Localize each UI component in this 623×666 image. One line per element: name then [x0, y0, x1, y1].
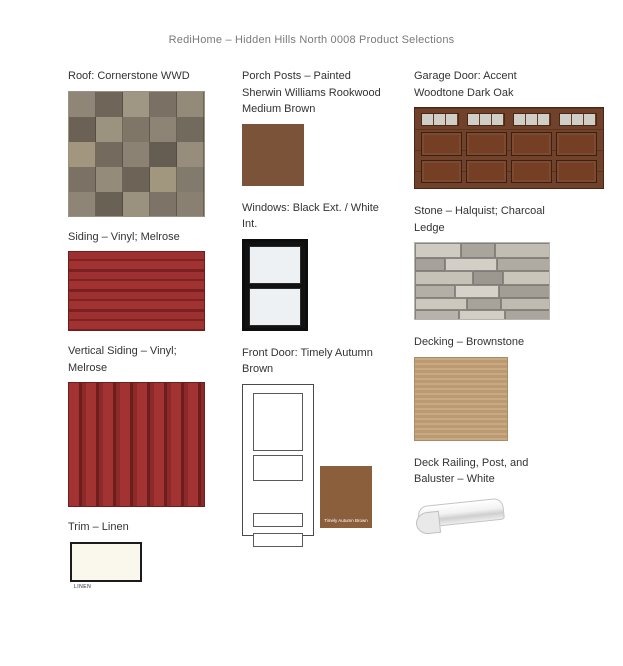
selection-caption: Roof: Cornerstone WWD: [68, 70, 190, 82]
selection-siding: [68, 229, 228, 332]
paint-color-chip: [242, 124, 304, 186]
selection-caption: Vertical Siding – Vinyl; Melrose: [68, 345, 177, 374]
door-color-chip-label: Timely Autumn Brown: [324, 517, 368, 523]
garage-panel: [466, 160, 507, 184]
trim-chip-label: LINEN: [74, 583, 92, 590]
decking-swatch: [414, 357, 508, 441]
window-swatch: [242, 239, 308, 331]
garage-panel: [466, 132, 507, 156]
selection-vertical-siding: [68, 343, 228, 507]
garage-window: [421, 113, 459, 126]
selection-caption: Windows: Black Ext. / White Int.: [242, 201, 379, 230]
selection-caption: Trim – Linen: [68, 521, 129, 533]
column-left: [68, 68, 228, 596]
horizontal-siding-swatch: [68, 251, 205, 331]
selection-decking: [414, 334, 594, 441]
garage-panel-grid: [421, 132, 597, 183]
garage-panel: [511, 160, 552, 184]
window-lower-pane: [249, 288, 301, 326]
front-door-swatch: [242, 384, 392, 544]
selection-caption: Deck Railing, Post, and Baluster – White: [414, 456, 529, 485]
door-glass-lower: [253, 455, 303, 481]
selection-garage-door: [414, 68, 594, 189]
garage-window: [513, 113, 551, 126]
door-color-chip: [320, 466, 372, 528]
railing-swatch: [414, 494, 508, 540]
selection-deck-railing: [414, 455, 594, 540]
selection-caption: Siding – Vinyl; Melrose: [68, 230, 180, 243]
garage-panel: [556, 160, 597, 184]
door-illustration: [242, 384, 314, 536]
garage-panel: [511, 132, 552, 156]
garage-panel: [421, 160, 462, 184]
trim-color-chip: [70, 542, 142, 582]
column-right: [414, 68, 594, 546]
selection-caption: Porch Posts – Painted Sherwin Williams Rookwood Medium Brown: [242, 70, 381, 115]
garage-window: [559, 113, 597, 126]
door-panel-lower: [253, 533, 303, 547]
selection-caption: Decking – Brownstone: [414, 336, 525, 348]
selection-caption: Garage Door: Accent Woodtone Dark Oak: [414, 70, 517, 99]
garage-door-swatch: [414, 107, 604, 189]
selection-front-door: [242, 345, 402, 544]
selection-stone: [414, 203, 594, 320]
garage-panel: [556, 132, 597, 156]
selection-roof: [68, 68, 228, 217]
selection-caption: Stone – Halquist; Charcoal Ledge: [414, 205, 545, 234]
column-middle: [242, 68, 402, 550]
roof-shingle-swatch: [68, 91, 205, 217]
garage-panel: [421, 132, 462, 156]
window-upper-pane: [249, 246, 301, 284]
selection-caption: Front Door: Timely Autumn Brown: [242, 346, 373, 375]
garage-window-row: [421, 113, 597, 126]
stone-veneer-swatch: [414, 242, 550, 320]
vertical-siding-swatch: [68, 382, 205, 507]
page-title: RediHome – Hidden Hills North 0008 Product Selections: [168, 34, 455, 46]
garage-window: [467, 113, 505, 126]
selection-porch-posts: [242, 68, 402, 186]
door-glass-upper: [253, 393, 303, 451]
selection-trim: [68, 519, 228, 590]
door-panel-upper: [253, 513, 303, 527]
selection-windows: [242, 200, 402, 331]
